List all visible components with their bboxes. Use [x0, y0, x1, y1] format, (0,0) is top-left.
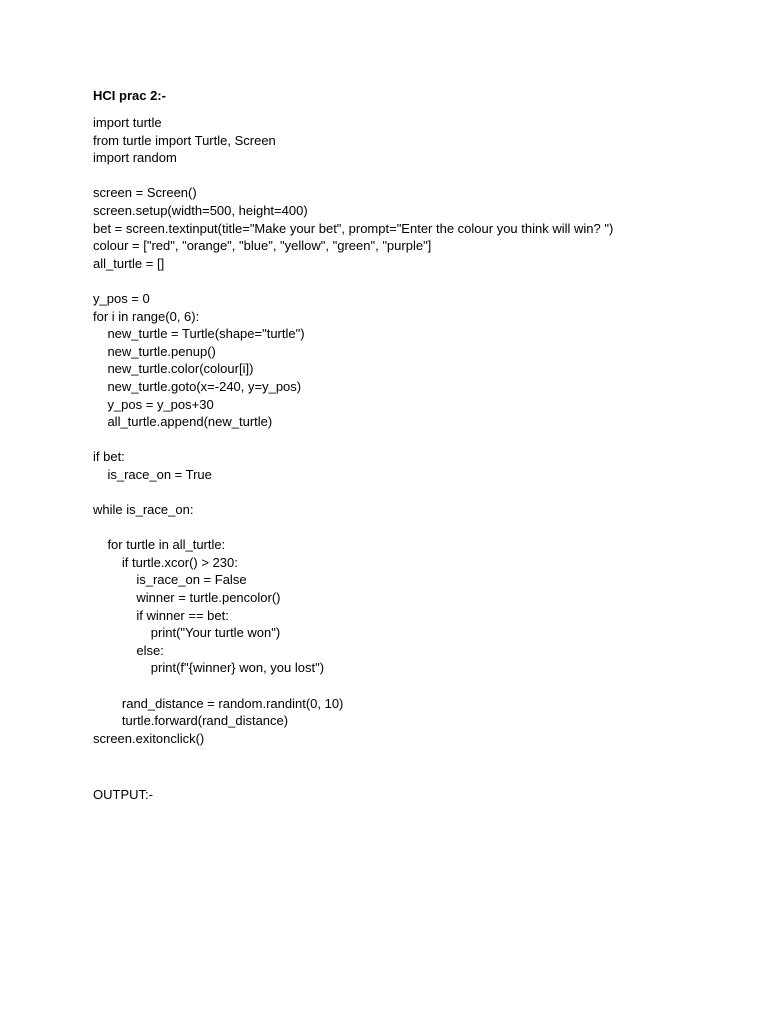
code-line: is_race_on = False — [93, 572, 247, 588]
code-line: for i in range(0, 6): — [93, 308, 200, 324]
code-line: import random — [93, 150, 177, 166]
code-line: bet = screen.textinput(title="Make your bet", prompt="Enter the colour you think will win? ") — [93, 220, 614, 236]
code-block — [93, 114, 613, 747]
code-line: screen.setup(width=500, height=400) — [93, 202, 308, 218]
output-label: OUTPUT:- — [93, 787, 153, 802]
code-line: if turtle.xcor() > 230: — [93, 554, 238, 570]
document-heading: HCI prac 2:- — [93, 88, 166, 103]
code-line: colour = ["red", "orange", "blue", "yellow", "green", "purple"] — [93, 238, 432, 254]
code-line — [93, 483, 613, 501]
code-line — [93, 167, 613, 185]
code-line — [93, 677, 613, 695]
code-line: print(f"{winner} won, you lost") — [93, 660, 325, 676]
code-line: if winner == bet: — [93, 607, 229, 623]
code-line: from turtle import Turtle, Screen — [93, 132, 276, 148]
code-line — [93, 272, 613, 290]
code-line — [93, 431, 613, 449]
code-line: is_race_on = True — [93, 466, 212, 482]
code-line: y_pos = 0 — [93, 290, 150, 306]
code-line: new_turtle.goto(x=-240, y=y_pos) — [93, 378, 302, 394]
code-line: new_turtle.penup() — [93, 343, 216, 359]
code-line: import turtle — [93, 115, 162, 130]
code-line: else: — [93, 642, 164, 658]
code-line: rand_distance = random.randint(0, 10) — [93, 695, 344, 711]
code-line: if bet: — [93, 449, 125, 465]
code-line: turtle.forward(rand_distance) — [93, 713, 289, 729]
code-line: for turtle in all_turtle: — [93, 537, 226, 553]
code-line: all_turtle.append(new_turtle) — [93, 414, 273, 430]
code-line: screen.exitonclick() — [93, 730, 205, 746]
code-line: y_pos = y_pos+30 — [93, 396, 214, 412]
code-line: all_turtle = [] — [93, 255, 165, 271]
code-line: screen = Screen() — [93, 185, 197, 201]
code-line: winner = turtle.pencolor() — [93, 590, 281, 606]
code-line: print("Your turtle won") — [93, 625, 281, 641]
code-line: while is_race_on: — [93, 502, 194, 518]
code-line — [93, 519, 613, 537]
code-line: new_turtle = Turtle(shape="turtle") — [93, 326, 305, 342]
code-line: new_turtle.color(colour[i]) — [93, 361, 254, 377]
